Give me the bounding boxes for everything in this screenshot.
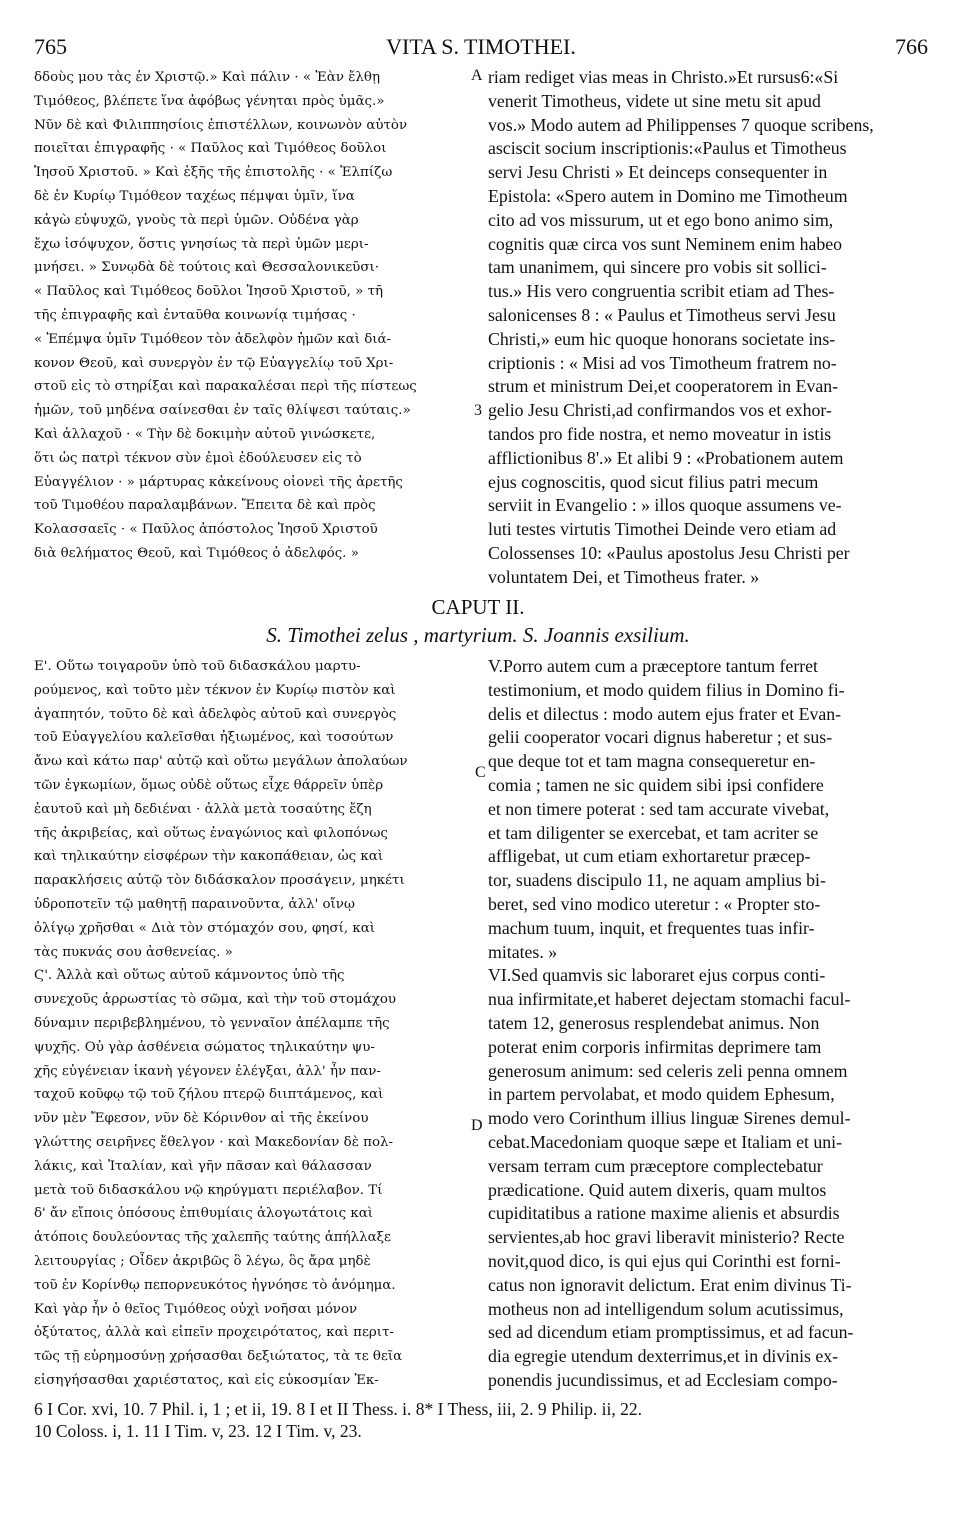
greek-text-line: Ἰησοῦ Χριστοῦ. » Καὶ ἐξῆς τῆς ἐπιστολῆς · « Ἐλπίζω [34, 165, 393, 181]
greek-text-line: « Παῦλος καὶ Τιμόθεος δοῦλοι Ἰησοῦ Χριστοῦ, » τῆ [34, 284, 384, 300]
greek-text-line: τῶν ἐγκωμίων, ὅμως οὐδὲ οὕτως εἶχε θάρρεῖν ὑπὲρ [34, 777, 384, 793]
greek-text-line: ἀτόποις δουλεύοντας τῆς χαλεπῆς ταύτης ἀπήλλαξε [34, 1230, 391, 1246]
greek-text-line: Ϛ'. Ἀλλὰ καὶ οὕτως αὐτοῦ κάμνοντος ὑπὸ τῆς [34, 968, 345, 984]
latin-text-line: testimonium, et modo quidem filius in Domino fi- [488, 679, 845, 700]
greek-text-line: ὀξύτατος, ἀλλὰ καὶ εἰπεῖν προχειρότατος, καὶ περιτ- [34, 1325, 394, 1341]
chapter-subtitle: S. Timothei zelus , martyrium. S. Joannis exsilium. [266, 623, 690, 647]
latin-text-line: tor, suadens discipulo 11, ne aquam amplius bi- [488, 870, 826, 891]
greek-text-line: τῆς ἐπιγραφῆς καὶ ἐνταῦθα κοινωνίᾳ τιμήσας · [34, 307, 356, 323]
latin-text-line: affligebat, ut cum etiam exhortaretur præcep- [488, 846, 811, 867]
greek-text-line: εἰσηγήσασθαι χαριέστατος, καὶ εἰς εὐκοσμίαν Ἐκ- [34, 1372, 379, 1388]
margin-letter-3: 3 [474, 402, 482, 419]
greek-text-line: Κολασσαεῖς · « Παῦλος ἀπόστολος Ἰησοῦ Χριστοῦ [34, 522, 378, 538]
latin-text-line: Christi,» eum hic quoque honorans societate ins- [488, 328, 836, 349]
latin-text-line: tam unanimem, qui sincere pro vobis sit sollici- [488, 257, 827, 278]
latin-text-line: mitates. » [488, 941, 558, 962]
greek-column-top [34, 66, 468, 566]
chapter-heading: CAPUT II. [431, 595, 525, 619]
latin-text-line: que deque tot et tam magna consequeretur en- [488, 751, 816, 772]
latin-column-bottom [488, 655, 924, 1393]
greek-text-line: δ' ἄν εἴποις ὁπόσους ἐπιθυμίαις ἀλογωτάτοις καὶ [34, 1206, 374, 1222]
latin-text-line: et non timere poterat : sed tam accurate vivebat, [488, 798, 830, 819]
latin-text-line: afflictionibus 8'.» Et alibi 9 : «Probationem autem [488, 447, 844, 468]
footnote-line: 6 I Cor. xvi, 10. 7 Phil. i, 1 ; et ii, 19. 8 I et II Thess. i. 8* I Thess, iii, 2. 9 Philip. ii, 22. [34, 1399, 642, 1419]
greek-text-line: « Ἐπέμψα ὑμῖν Τιμόθεον τὸν ἀδελφὸν ἡμῶν καὶ διά- [34, 331, 392, 347]
greek-text-line: μνήσει. » Συνῳδὰ δὲ τούτοις καὶ Θεσσαλονικεῦσι· [34, 260, 379, 276]
latin-text-line: criptionis : « Misi ad vos Timotheum fratrem no- [488, 352, 837, 373]
latin-text-line: generosum animum: sed celeris zeli penna omnem [488, 1060, 848, 1081]
greek-text-line: Τιμόθεος, βλέπετε ἵνα ἀφόβως γένηται πρὸς ὑμᾶς.» [34, 93, 385, 109]
greek-text-line: λάκις, καὶ Ἰταλίαν, καὶ γῆν πᾶσαν καὶ θάλασσαν [34, 1158, 372, 1174]
latin-text-line: V.Porro autem cum a præceptore tantum ferret [488, 656, 818, 676]
greek-text-line: ταχοῦ κοῦφῳ τῷ τοῦ ζήλου πτερῷ διιπτάμενος, καὶ [34, 1087, 384, 1103]
greek-text-line: Ε'. Οὕτω τοιγαροῦν ὑπὸ τοῦ διδασκάλου μαρτυ- [34, 659, 361, 674]
latin-text-line: ponendis jucundissimus, et ad Ecclesiam compo- [488, 1369, 838, 1390]
greek-column-bottom [34, 655, 468, 1393]
greek-text-line: τῶς τῇ εὐρημοσύνῃ χρήσασθαι δεξιώτατος, τὰ τε θεῖα [34, 1349, 403, 1365]
latin-text-line: venerit Timotheus, videte ut sine metu sit apud [488, 90, 821, 111]
latin-text-line: cito ad vos missurum, ut et ego bono animo sim, [488, 209, 834, 230]
greek-text-line: κονον Θεοῦ, καὶ συνεργὸν ἐν τῷ Εὐαγγελίῳ τοῦ Χρι- [34, 355, 394, 371]
latin-text-line: catus non ignoravit delictum. Erat enim divinus Ti- [488, 1274, 852, 1295]
latin-text-line: gelii cooperator vocari dignus haberetur ; et sus- [488, 727, 833, 748]
latin-text-line: serviit in Evangelio : » illos quoque assumens ve- [488, 495, 842, 516]
running-title: VITA S. TIMOTHEI. [386, 34, 576, 59]
greek-text-line: Νῦν δὲ καὶ Φιλιππησίοις ἐπιστέλλων, κοινωνὸν αὐτὸν [34, 117, 408, 133]
greek-text-line: ὀλίγῳ χρῆσθαι « Διὰ τὸν στόμαχόν σου, φησί, καὶ [34, 920, 376, 936]
page-number-left: 765 [34, 34, 67, 59]
latin-text-line: machum tuum, inquit, et frequentes tuas infir- [488, 917, 815, 938]
greek-text-line: ἄνω καὶ κάτω παρ' αὐτῷ καὶ οὕτω μεγάλων ἀπολαύων [34, 754, 408, 770]
latin-text-line: delis et dilectus : modo autem ejus frater et Evan- [488, 703, 842, 724]
latin-text-line: gelio Jesu Christi,ad confirmandos vos et exhor- [488, 400, 832, 421]
greek-text-line: ψυχῆς. Οὐ γὰρ ἀσθένεια σώματος τηλικαύτην ψυ- [34, 1039, 375, 1055]
greek-text-line: τοῦ ἐν Κορίνθῳ πεπορνευκότος ἠγνόησε τὸ ἀνόμημα. [34, 1277, 396, 1293]
greek-text-line: τὰς πυκνάς σου ἀσθενείας. » [34, 944, 233, 960]
greek-text-line: νῦν μὲν Ἔφεσον, νῦν δὲ Κόρινθον αἱ τῆς ἐκείνου [34, 1111, 369, 1127]
latin-text-line: tatem 12, generosus resplendebat animus. Non [488, 1012, 820, 1033]
latin-text-line: tus.» His vero congruentia scribit etiam ad Thes- [488, 281, 835, 302]
page-header [34, 32, 928, 62]
greek-text-line: τῆς ἀκριβείας, καὶ οὕτως ἐναγώνιος καὶ φιλοπόνως [34, 825, 388, 841]
latin-text-line: nua infirmitate,et haberet dejectam stomachi facul- [488, 989, 851, 1010]
latin-text-line: prædicatione. Quid autem dixeris, quam multos [488, 1179, 827, 1200]
latin-text-line: modo vero Corinthum illius linguæ Sirenes demul- [488, 1108, 851, 1129]
latin-text-line: Epistola: «Spero autem in Domino me Timotheum [488, 185, 848, 206]
latin-text-line: versam terram cum præceptore complectebatur [488, 1155, 823, 1176]
greek-text-line: δύναμιν περιβεβλημένου, τὸ γενναῖον ἀπέλαμπε τῆς [34, 1015, 390, 1031]
greek-text-line: δὲ ἐν Κυρίῳ Τιμόθεον ταχέως πέμψαι ὑμῖν, ἵνα [34, 188, 355, 204]
margin-letter-a: A [471, 67, 483, 84]
greek-text-line: τοῦ Τιμοθέου παραλαμβάνων. Ἔπειτα δὲ καὶ πρὸς [34, 498, 376, 514]
greek-text-line: στοῦ εἰς τὸ στηρίξαι καὶ παρακαλέσαι περὶ τῆς πίστεως [34, 379, 417, 395]
latin-text-line: voluntatem Dei, et Timotheus frater. » [488, 566, 760, 587]
latin-text-line: motheus non ad intelligendum solum acutissimus, [488, 1298, 844, 1319]
greek-text-line: ποιεῖται ἐπιγραφῆς · « Παῦλος καὶ Τιμόθεος δοῦλοι [34, 141, 387, 157]
latin-text-line: luti testes virtutis Timothei Deinde vero etiam ad [488, 519, 837, 540]
latin-text-line: et tam diligenter se exercebat, et tam acriter se [488, 822, 819, 843]
latin-text-line: cognitis quæ circa vos sunt Neminem enim habeo [488, 233, 843, 254]
latin-text-line: sed ad dicendum etiam promptissimus, et ad facun- [488, 1322, 854, 1343]
greek-text-line: δδοὺς μου τὰς ἐν Χριστῷ.» Καὶ πάλιν · « Ἐὰν ἔλθῃ [34, 70, 380, 85]
latin-text-line: strum et ministrum Dei,et cooperatorem in Evan- [488, 376, 839, 397]
latin-text-line: cupiditatibus a ratione maxime alienis et absurdis [488, 1203, 840, 1224]
page-number-right: 766 [895, 34, 928, 59]
greek-text-line: κἀγὼ εὐψυχῶ, γνοὺς τὰ περὶ ὑμῶν. Οὐδένα γὰρ [34, 212, 359, 228]
greek-text-line: ἔχω ἰσόψυχον, ὅστις γνησίως τὰ περὶ ὑμῶν μερι- [34, 236, 369, 252]
latin-text-line: asciscit socium inscriptionis:«Paulus et Timotheus [488, 138, 847, 159]
latin-text-line: salonicenses 8 : « Paulus et Timotheus servi Jesu [488, 304, 836, 325]
greek-text-line: ὑδροποτεῖν τῷ μαθητῇ παραινοῦντα, ἀλλ' οἴνῳ [34, 896, 355, 912]
greek-text-line: παρακλήσεις αὐτῷ τὸν διδάσκαλον προσάγειν, μηκέτι [34, 873, 405, 889]
margin-letter-d: D [471, 1117, 483, 1134]
greek-text-line: διὰ θελήματος Θεοῦ, καὶ Τιμόθεος ὁ ἀδελφός. » [34, 545, 359, 561]
greek-text-line: ἑαυτοῦ καὶ μὴ δεδιέναι · ἀλλὰ μετὰ τοσαύτης ἔζη [34, 801, 372, 817]
greek-text-line: συνεχοῦς ἀρρωστίας τὸ σῶμα, καὶ τὴν τοῦ στομάχου [34, 992, 397, 1008]
latin-text-line: vos.» Modo autem ad Philippenses 7 quoque scribens, [488, 114, 874, 135]
latin-text-line: dia egregie utendum dexterrimus,et in divinis ex- [488, 1346, 839, 1367]
latin-text-line: poterat enim corporis infirmitas deprimere tam [488, 1036, 822, 1057]
latin-text-line: tandos pro fide nostra, et nemo moveatur in istis [488, 423, 832, 444]
latin-column-top [488, 66, 924, 590]
latin-text-line: cebat.Macedoniam quoque sæpe et Italiam et uni- [488, 1131, 843, 1152]
latin-text-line: in partem pervolabat, et modo quidem Ephesum, [488, 1084, 835, 1105]
greek-text-line: ἀγαπητόν, τοῦτο δὲ καὶ ἀδελφὸς αὐτοῦ καὶ συνεργὸς [34, 706, 397, 722]
footnotes [34, 1398, 924, 1442]
latin-text-line: novit,quod dico, is qui ejus qui Corinthi est forni- [488, 1250, 841, 1271]
latin-text-line: riam rediget vias meas in Christo.»Et rursus6:«Si [488, 67, 839, 87]
greek-text-line: μετὰ τοῦ διδασκάλου νῷ κηρύγματι περιέλαβον. Τί [34, 1182, 383, 1198]
greek-text-line: λειτουργίας ; Οἶδεν ἀκριβῶς ὃ λέγω, ὃς ἄρα μηδὲ [34, 1253, 371, 1269]
greek-text-line: γλώττης σειρῆνες ἔθελγον · καὶ Μακεδονίαν δὲ πολ- [34, 1134, 394, 1150]
footnote-line: 10 Coloss. i, 1. 11 I Tim. v, 23. 12 I Tim. v, 23. [34, 1421, 362, 1441]
latin-text-line: beret, sed vino modico uteretur : « Propter sto- [488, 893, 821, 914]
greek-text-line: Εὐαγγέλιον · » μάρτυρας κἀκείνους οἱονεὶ τῆς ἀρετῆς [34, 474, 403, 490]
latin-text-line: comia ; tamen ne sic quidem sibi ipsi confidere [488, 774, 824, 795]
greek-text-line: τοῦ Εὐαγγελίου καλεῖσθαι ἠξιωμένος, καὶ τοσούτων [34, 730, 394, 746]
greek-text-line: καὶ τηλικαύτην εἰσφέρων τὴν κακοπάθειαν, ὡς καὶ [34, 849, 384, 865]
latin-text-line: servientes,ab hoc gravi liberavit ministerio? Recte [488, 1227, 845, 1248]
greek-text-line: ρούμενος, καὶ τοῦτο μὲν τέκνον ἐν Κυρίῳ πιστὸν καὶ [34, 682, 396, 698]
greek-text-line: Καὶ ἀλλαχοῦ · « Τὴν δὲ δοκιμὴν αὐτοῦ γινώσκετε, [34, 426, 376, 442]
latin-text-line: Colossenses 10: «Paulus apostolus Jesu Christi per [488, 542, 850, 563]
margin-letter-c: C [475, 764, 486, 781]
latin-text-line: servi Jesu Christi » Et deinceps consequenter in [488, 162, 828, 183]
latin-text-line: ejus cognoscitis, quod sicut filius patri mecum [488, 471, 819, 492]
greek-text-line: Καὶ γὰρ ἦν ὁ θεῖος Τιμόθεος οὐχὶ νοῆσαι μόνον [34, 1301, 358, 1317]
latin-text-line: VI.Sed quamvis sic laboraret ejus corpus conti- [488, 965, 826, 986]
greek-text-line: ἡμῶν, τοῦ μηδένα σαίνεσθαι ἐν ταῖς θλίψεσι ταύταις.» [34, 403, 411, 419]
greek-text-line: χῆς εὐγένειαν ἱκανὴ γέγονεν ἐλέγξαι, ἀλλ' ἦν παν- [34, 1063, 381, 1079]
greek-text-line: ὅτι ὡς πατρὶ τέκνον σὺν ἐμοὶ ἐδούλευσεν εἰς τὸ [34, 450, 362, 466]
